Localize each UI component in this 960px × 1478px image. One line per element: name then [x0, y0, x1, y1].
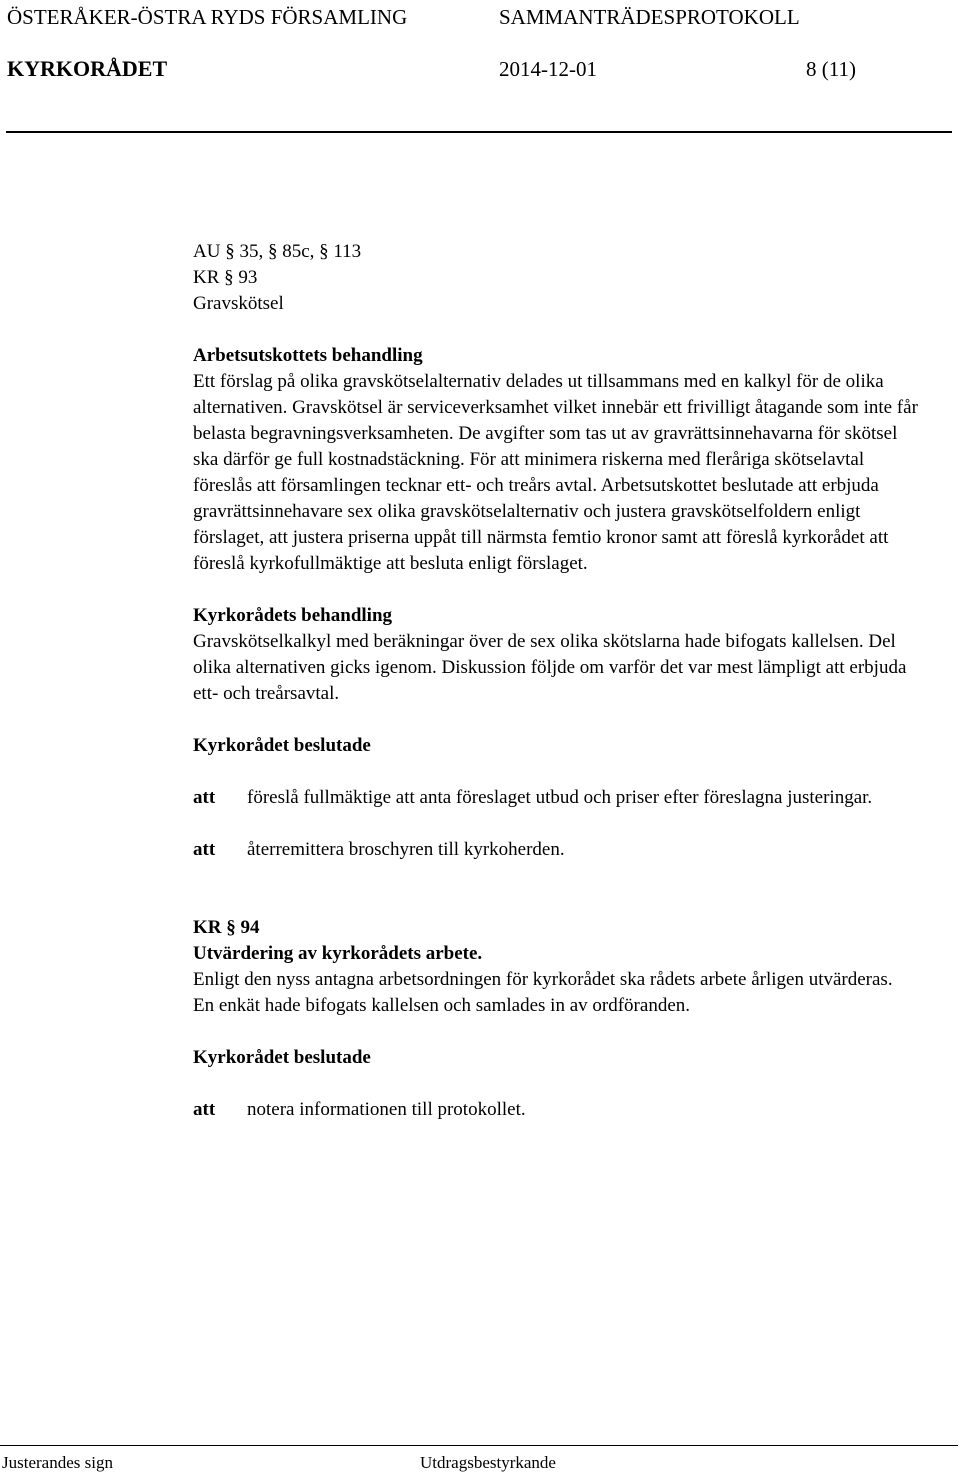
decision-heading: Kyrkorådet beslutade: [193, 1047, 371, 1068]
section-paragraph: Enligt den nyss antagna arbetsordningen för kyrkorådet ska rådets arbete årligen utvärderas. En enkät hade bifogats kallelsen och samlades in av ordföranden.: [193, 969, 893, 1016]
decision-text: notera informationen till protokollet.: [247, 1099, 526, 1120]
decision-item: [193, 785, 918, 811]
kr-paragraph: Gravskötselkalkyl med beräkningar över de sex olika skötslarna hade bifogats kallelsen. Del olika alternativen gicks igenom. Diskussion följde om varför det var mest lämpligt att erbjuda ett- och treårsavtal.: [193, 631, 907, 704]
header-doctype: SAMMANTRÄDESPROTOKOLL: [499, 5, 800, 29]
reference-kr: KR § 94: [193, 917, 260, 938]
footer-divider: [0, 1445, 958, 1446]
decision-text: föreslå fullmäktige att anta föreslaget utbud och priser efter föreslagna justeringar.: [247, 787, 873, 808]
section-kr-93: [193, 239, 918, 863]
decision-text: återremittera broschyren till kyrkoherden.: [247, 839, 565, 860]
header-date: 2014-12-01: [499, 57, 597, 81]
header-page-number: 8 (11): [806, 57, 856, 81]
section-title: Utvärdering av kyrkorådets arbete.: [193, 943, 483, 964]
au-paragraph: Ett förslag på olika gravskötselalternativ delades ut tillsammans med en kalkyl för de olika alternativen. Gravskötsel är serviceverksamhet vilket innebär ett frivilligt åtagande som inte får belasta begravningsverksamheten. De avgifter som tas ut av gravrättsinnehavarna för skötsel ska därför ge full kostnadstäckning. För att minimera riskerna med fleråriga skötselavtal föreslås att församlingen tecknar ett- och treårs avtal. Arbetsutskottet beslutade att erbjuda gravrättsinnehavare sex olika gravskötselalternativ och justera gravskötselfoldern enligt förslaget, att justera priserna uppåt till närmsta femtio kronor samt att föreslå kyrkorådet att föreslå kyrkofullmäktige att besluta enligt förslaget.: [193, 371, 918, 574]
footer-certification-label: Utdragsbestyrkande: [420, 1453, 556, 1472]
section-kr-94: [193, 915, 918, 1123]
decision-item: [193, 837, 918, 863]
header-parish: ÖSTERÅKER-ÖSTRA RYDS FÖRSAMLING: [7, 5, 408, 29]
decision-item: [193, 1097, 918, 1123]
decision-key: att: [193, 787, 216, 808]
reference-kr: KR § 93: [193, 267, 258, 288]
decision-heading: Kyrkorådet beslutade: [193, 735, 371, 756]
section-title: Gravskötsel: [193, 293, 284, 314]
au-heading: Arbetsutskottets behandling: [193, 345, 423, 366]
decision-key: att: [193, 1099, 216, 1120]
decision-key: att: [193, 839, 216, 860]
footer-signature-label: Justerandes sign: [2, 1453, 113, 1472]
kr-heading: Kyrkorådets behandling: [193, 605, 393, 626]
header-divider: [6, 131, 952, 133]
header-body: KYRKORÅDET: [7, 56, 168, 81]
reference-au: AU § 35, § 85c, § 113: [193, 241, 362, 262]
protocol-body: [193, 239, 918, 1123]
